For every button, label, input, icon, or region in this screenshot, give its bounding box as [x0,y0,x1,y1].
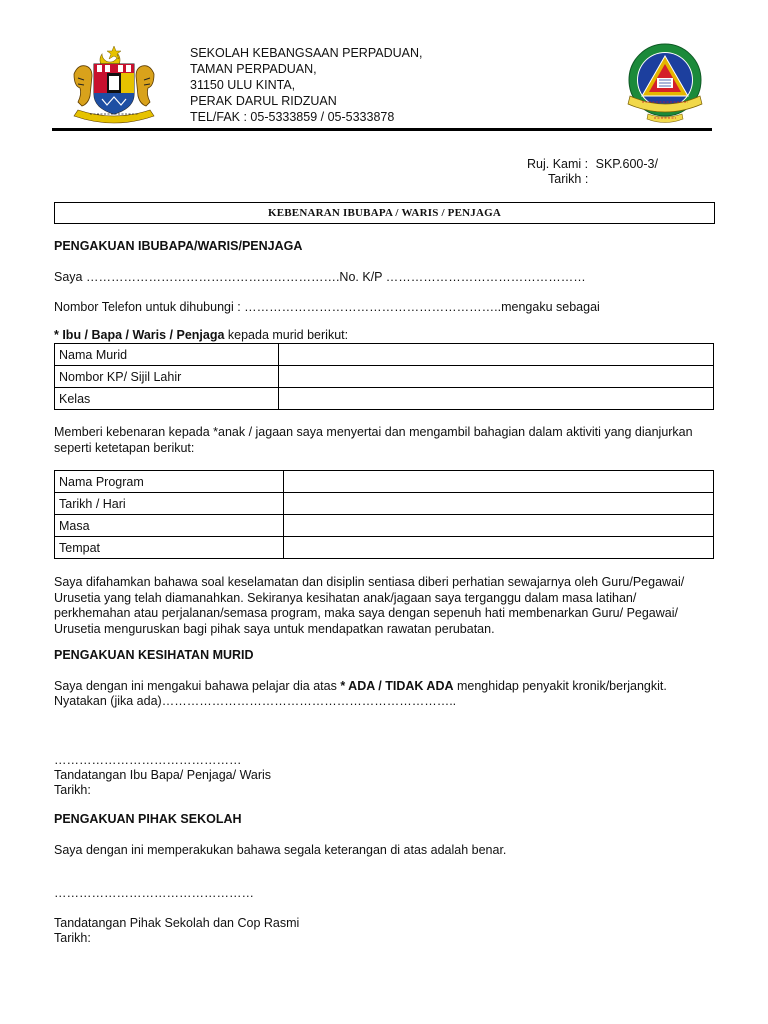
safety-statement: Saya difahamkan bahawa soal keselamatan dan disiplin sentiasa diberi perhatian sewajarnya oleh Guru/Pegawai/ Urusetia yang telah diamanahkan. Sekiranya kesihatan anak/jagaan saya terganggu dalam masa latihan/ perkhemahan atau perjalanan/semasa program, maka saya dengan sepenuh hati membenarkan Guru/ Pegawai/ Urusetia menguruskan bagi pihak saya untuk mendapatkan rawatan perubatan. [54,575,685,636]
table-row [55,493,714,515]
reference-ruj [527,157,658,171]
school-tarikh-label: Tarikh: [54,931,91,945]
ruj-value: SKP.600-3/ [595,157,658,171]
table-row [55,344,714,366]
program-info-table [54,470,714,559]
parent-tarikh-label: Tarikh: [54,783,91,797]
row-label: Tarikh / Hari [55,493,284,515]
row-value-field[interactable] [284,537,714,559]
nyatakan-line[interactable]: Nyatakan (jika ada)…………………………………………………………….. [54,694,457,708]
row-label: Masa [55,515,284,537]
header-line: PERAK DARUL RIDZUAN [190,94,337,108]
header-divider [52,128,712,131]
row-label: Nama Murid [55,344,279,366]
permission-text: Memberi kebenaran kepada *anak / jagaan saya menyertai dan mengambil bahagian dalam aktiviti yang dianjurkan seperti ketetapan berikut: [54,425,693,455]
row-value-field[interactable] [279,344,714,366]
tarikh-label: Tarikh : [548,172,589,186]
saya-kp-line[interactable]: Saya …………………………………………………….No. K/P ………………………………………… [54,270,586,284]
row-label: Kelas [55,388,279,410]
table-row [55,366,714,388]
row-value-field[interactable] [284,493,714,515]
school-declaration-text: Saya dengan ini memperakukan bahawa segala keterangan di atas adalah benar. [54,843,507,857]
reference-tarikh [548,172,588,186]
table-row [55,388,714,410]
section3-heading: PENGAKUAN PIHAK SEKOLAH [54,812,242,826]
row-label: Nombor KP/ Sijil Lahir [55,366,279,388]
table-row [55,471,714,493]
telefon-line[interactable]: Nombor Telefon untuk dihubungi : ……………………………………………………..mengaku sebagai [54,300,600,314]
row-label: Tempat [55,537,284,559]
header-line: TAMAN PERPADUAN, [190,62,317,76]
header-line: SEKOLAH KEBANGSAAN PERPADUAN, [190,46,423,60]
health-declaration-line [54,679,667,694]
parent-signature-label: Tandatangan Ibu Bapa/ Penjaga/ Waris [54,768,272,782]
school-signature-line[interactable]: ………………………………………… [54,886,254,900]
ada-tidak-ada-options[interactable]: * ADA / TIDAK ADA [340,679,454,693]
row-label: Nama Program [55,471,284,493]
jata-negara-crest-logo [64,44,164,126]
student-info-table [54,343,714,410]
health-pre: Saya dengan ini mengakui bahawa pelajar dia atas [54,679,341,693]
relation-line [54,328,348,343]
school-address-block [190,45,422,125]
ruj-label: Ruj. Kami : [527,157,589,171]
row-value-field[interactable] [284,515,714,537]
section2-heading: PENGAKUAN KESIHATAN MURID [54,648,254,662]
row-value-field[interactable] [279,366,714,388]
relation-rest: kepada murid berikut: [224,328,349,342]
school-signature-label: Tandatangan Pihak Sekolah dan Cop Rasmi [54,916,300,930]
header-line: 31150 ULU KINTA, [190,78,296,92]
section1-heading: PENGAKUAN IBUBAPA/WARIS/PENJAGA [54,239,303,253]
header-line: TEL/FAK : 05-5333859 / 05-5333878 [190,110,395,124]
document-title: KEBENARAN IBUBAPA / WARIS / PENJAGA [54,202,715,224]
parent-signature-line[interactable]: ……………………………………… [54,753,242,767]
row-value-field[interactable] [279,388,714,410]
health-post: menghidap penyakit kronik/berjangkit. [453,679,667,693]
relation-options: * Ibu / Bapa / Waris / Penjaga [54,328,225,342]
table-row [55,537,714,559]
row-value-field[interactable] [284,471,714,493]
school-badge-logo [624,42,706,126]
table-row [55,515,714,537]
